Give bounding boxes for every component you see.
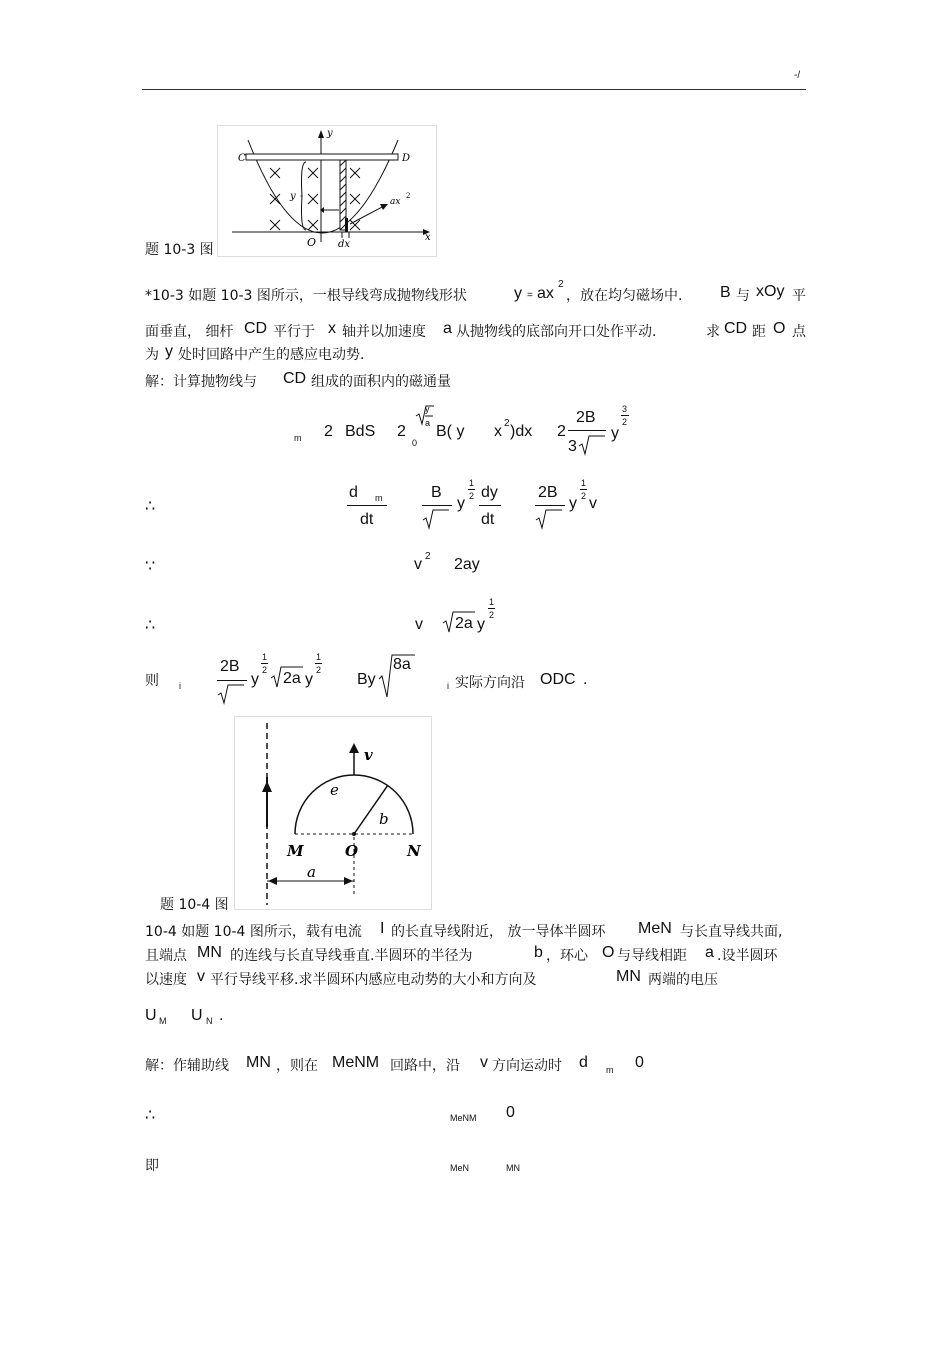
sol104-MeNM2: MeNM — [450, 1113, 477, 1123]
sol103-CD: CD — [283, 370, 307, 387]
sol104-MN: MN — [246, 1054, 271, 1071]
p103-eq-ax: ax — [537, 285, 554, 302]
sol104-MeN: MeN — [450, 1163, 470, 1173]
label-M: M — [287, 842, 304, 860]
p104-line3-a: 以速度 — [145, 972, 187, 988]
p104-sub-M: M — [159, 1016, 167, 1026]
label-c: C — [238, 153, 246, 164]
label-d: D — [402, 153, 411, 164]
p104-U1: U — [145, 1007, 157, 1024]
p103-line1: *10-3 如题 10-3 图所示，一根导线弯成抛物线形状 — [145, 288, 467, 304]
label-O: O — [345, 842, 359, 860]
sol103-tail: 组成的面积内的磁通量 — [311, 374, 451, 390]
label-b: b — [379, 810, 389, 828]
p103-O: O — [773, 320, 786, 337]
sol104-zero: 0 — [635, 1054, 644, 1071]
p104-a: a — [705, 944, 714, 961]
ji: 即 — [145, 1158, 159, 1174]
p103-yu: 与 — [736, 288, 750, 304]
p103-line2-e: 求 — [706, 324, 720, 340]
p103-CD: CD — [244, 320, 268, 337]
p103-eq-y: y — [514, 285, 522, 302]
p103-eq-eq: = — [527, 290, 533, 301]
p103-line2-g: 点 — [792, 324, 806, 340]
p104-b: b — [534, 944, 543, 961]
p104-v: v — [197, 968, 205, 985]
direction-dot: . — [583, 671, 588, 688]
label-curve-exp: 2 — [406, 192, 411, 200]
p104-line2-a: 且端点 — [145, 948, 187, 964]
therefore-1: ∴ — [145, 498, 156, 515]
p103-x: x — [328, 320, 336, 337]
direction-ODC: ODC — [540, 671, 576, 688]
p103-ping: 平 — [792, 288, 806, 304]
p104-line2-b: 的连线与长直导线垂直.半圆环的半径为 — [230, 948, 473, 964]
sol104-MeNM: MeNM — [332, 1054, 380, 1071]
because: ∵ — [145, 558, 156, 575]
label-origin: O — [307, 236, 317, 249]
page-mark: -/ — [794, 70, 801, 81]
p103-line3-b: 处时回路中产生的感应电动势. — [178, 347, 365, 363]
p104-MeN: MeN — [638, 920, 672, 937]
p103-line2-d: 从抛物线的底部向开口处作平动. — [456, 324, 657, 340]
sol104-m: m — [606, 1065, 614, 1075]
figure-10-3-caption: 题 10-3 图 — [145, 242, 214, 258]
p103-line1-b: ，放在均匀磁场中. — [566, 288, 683, 304]
figure-10-3 — [217, 125, 437, 257]
p104-line1-a: 10-4 如题 10-4 图所示，载有电流 — [145, 924, 362, 940]
p104-I: I — [380, 920, 385, 937]
p103-a: a — [443, 320, 452, 337]
p104-O: O — [602, 944, 615, 961]
header-rule — [142, 89, 806, 90]
sol104-MN2: MN — [506, 1163, 520, 1173]
p103-xOy: xOy — [756, 283, 785, 300]
direction-text: 实际方向沿 — [455, 675, 525, 691]
p103-line2-b: 平行于 — [273, 324, 315, 340]
label-x-axis: x — [425, 232, 431, 243]
p104-line1-c: 与长直导线共面, — [680, 924, 783, 940]
p103-line2-f: 距 — [752, 324, 766, 340]
sol104-d: d — [579, 1054, 588, 1071]
therefore-3: ∴ — [145, 1107, 156, 1124]
sol104-mid3: 方向运动时 — [492, 1058, 562, 1074]
p104-U2: U — [191, 1007, 203, 1024]
sol104-zero2: 0 — [506, 1104, 515, 1121]
p104-line3-c: 两端的电压 — [648, 972, 718, 988]
p104-sub-N: N — [206, 1016, 213, 1026]
label-e: e — [330, 781, 339, 799]
label-a: a — [307, 863, 316, 881]
label-v: v — [364, 746, 373, 764]
p104-line2-d: 与导线相距 — [617, 948, 687, 964]
sol104-lead: 解：作辅助线 — [145, 1058, 229, 1074]
label-curve: ax — [390, 197, 401, 207]
p104-line3-b: 平行导线平移.求半圆环内感应电动势的大小和方向及 — [210, 972, 537, 988]
p103-CD2: CD — [724, 320, 748, 337]
p104-MN: MN — [197, 944, 222, 961]
label-y-axis: y — [327, 128, 333, 139]
p104-line2-e: .设半圆环 — [717, 948, 778, 964]
ze: 则 — [145, 673, 159, 689]
label-y-height: y — [290, 191, 296, 202]
p103-eq-exp: 2 — [558, 279, 564, 290]
p104-MN2: MN — [616, 968, 641, 985]
label-dx: dx — [338, 239, 351, 250]
figure-10-4-caption: 题 10-4 图 — [160, 897, 229, 913]
sol103-lead: 解：计算抛物线与 — [145, 374, 257, 390]
p104-line2-c: ，环心 — [546, 948, 588, 964]
p103-line2-c: 轴并以加速度 — [342, 324, 426, 340]
sol104-mid: ，则在 — [276, 1058, 318, 1074]
sol104-mid2: 回路中，沿 — [390, 1058, 460, 1074]
figure-10-4 — [234, 716, 432, 910]
p103-line3-a: 为 — [145, 347, 159, 363]
p103-B: B — [720, 284, 731, 301]
p104-dot: . — [219, 1007, 224, 1024]
label-N: N — [407, 842, 421, 860]
p103-y: y — [165, 343, 173, 360]
therefore-2: ∴ — [145, 617, 156, 634]
p103-line2-a: 面垂直， 细杆 — [145, 324, 234, 340]
sol104-v: v — [480, 1054, 488, 1071]
p104-line1-b: 的长直导线附近， 放一导体半圆环 — [391, 924, 606, 940]
